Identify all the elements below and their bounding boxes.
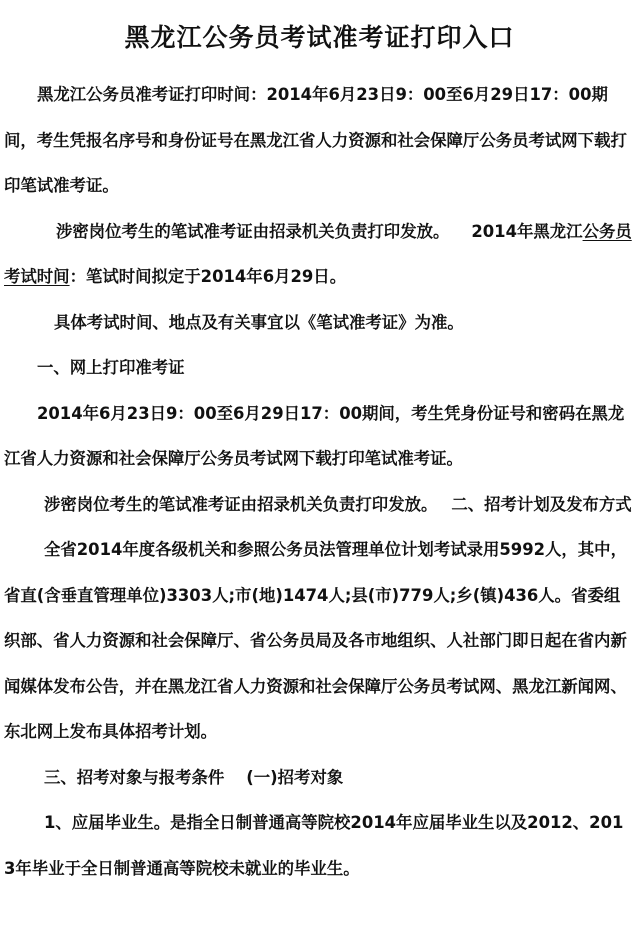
- classified-admission-text: 涉密岗位考生的笔试准考证由招录机关负责打印发放。: [44, 494, 438, 514]
- classified-admission-text: 涉密岗位考生的笔试准考证由招录机关负责打印发放。: [56, 221, 450, 241]
- exam-year-text: 2014年黑龙江: [471, 221, 583, 241]
- document-title: 黑龙江公务员考试准考证打印入口: [124, 23, 515, 52]
- subsection-heading-targets: (一)招考对象: [246, 767, 344, 787]
- paragraph-classified-and-plan-heading: [4, 482, 632, 528]
- paragraph-print-time: 黑龙江公务员准考证打印时间：2014年6月23日9：00至6月29日17：00期间，考生凭报名序号和身份证号在黑龙江省人力资源和社会保障厅公务员考试网下载打印笔试准考证。: [4, 85, 627, 195]
- paragraph-classified-and-exam-time: [4, 209, 632, 300]
- exam-time-link[interactable]: 公务员考试时间: [4, 221, 632, 286]
- document-body: [4, 72, 632, 891]
- exam-date-text: ：笔试时间拟定于2014年6月29日。: [69, 267, 347, 286]
- section-heading-recruitment-targets: [4, 755, 632, 801]
- section-heading-recruitment-plan: 二、招考计划及发布方式: [451, 494, 632, 514]
- paragraph-fresh-graduates: 1、应届毕业生。是指全日制普通高等院校2014年应届毕业生以及2012、2013年毕业于全日制普通高等院校未就业的毕业生。: [4, 813, 624, 878]
- paragraph-exam-details: 具体考试时间、地点及有关事宜以《笔试准考证》为准。: [54, 312, 464, 332]
- paragraph-online-print-period: 2014年6月23日9：00至6月29日17：00期间，考生凭身份证号和密码在黑龙江省人力资源和社会保障厅公务员考试网下载打印笔试准考证。: [4, 403, 625, 468]
- paragraph-recruitment-plan: 全省2014年度各级机关和参照公务员法管理单位计划考试录用5992人，其中，省直(含垂直管理单位)3303人;市(地)1474人;县(市)779人;乡(镇)436人。省委组织部、省人力资源和社会保障厅、省公务员局及各市地组织、人社部门即日起在省内新闻媒体发布公告，并在黑龙江省人力资源和社会保障厅公务员考试网、黑龙江新闻网、东北网上发布具体招考计划。: [4, 540, 627, 741]
- section-heading-targets-and-conditions: 三、招考对象与报考条件: [44, 767, 225, 787]
- section-heading-online-print: 一、网上打印准考证: [37, 358, 185, 377]
